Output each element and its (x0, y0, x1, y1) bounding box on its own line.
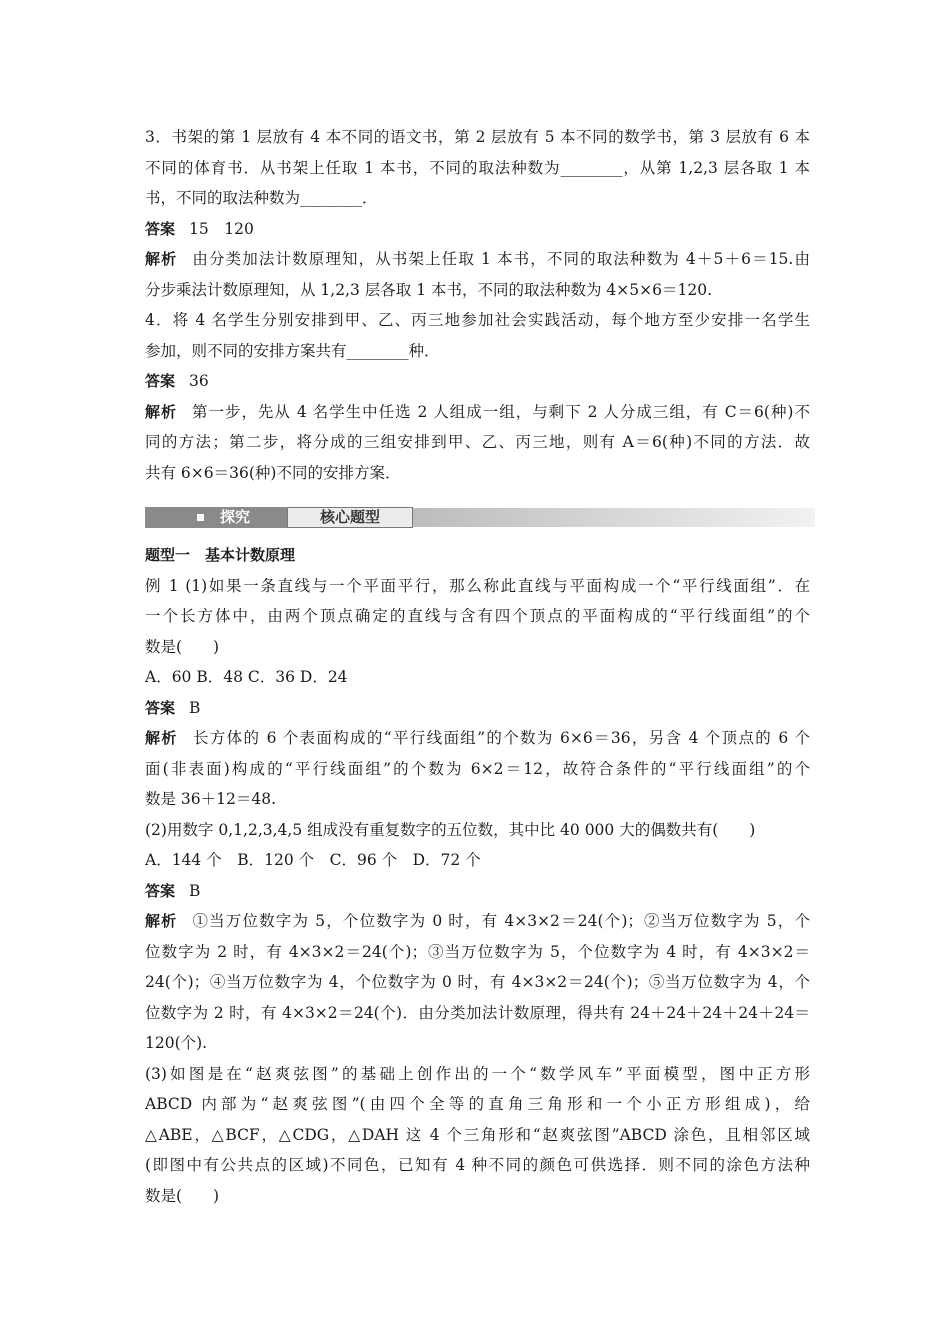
section-banner (145, 492, 810, 528)
question-line: 3．书架的第 1 层放有 4 本不同的语文书，第 2 层放有 5 本不同的数学书，第 3 层放有 6 本 (145, 128, 810, 146)
square-bullet-icon (197, 514, 204, 521)
analysis-label: 解析 (145, 402, 177, 421)
content-column (145, 122, 810, 1211)
question-line: 一个长方体中，由两个顶点确定的直线与含有四个顶点的平面构成的“平行线面组”的个 (145, 607, 810, 625)
question-line: (3)如图是在“赵爽弦图”的基础上创作出的一个“数学风车”平面模型，图中正方形 (145, 1064, 810, 1083)
analysis-line: 位数字为 2 时，有 4×3×2＝24(个)；③当万位数字为 5，个位数字为 4 时，有 4×3×2＝ (145, 942, 810, 961)
example-1-part-2 (145, 815, 810, 1059)
question-line: 数是( ) (145, 1186, 220, 1205)
answer-value: B (189, 698, 201, 717)
analysis-label: 解析 (145, 729, 178, 747)
question-line: 数是( ) (145, 637, 220, 656)
question-line: 书，不同的取法种数为________． (145, 189, 378, 207)
answer-label: 答案 (145, 372, 176, 390)
analysis-line: 共有 6×6＝36(种)不同的安排方案． (145, 463, 401, 482)
analysis-line: 24(个)；④当万位数字为 4，个位数字为 0 时，有 4×3×2＝24(个)；⑤当万位数字为 4，个 (145, 973, 810, 991)
type-title: 题型一 基本计数原理 (145, 546, 296, 564)
answer-label: 答案 (145, 881, 176, 900)
question-4 (145, 305, 810, 488)
question-line: ABCD 内部为“赵爽弦图”(由四个全等的直角三角形和一个小正方形组成)，给 (145, 1095, 810, 1113)
question-line: 参加，则不同的安排方案共有________种． (145, 341, 440, 360)
answer-row (145, 214, 810, 245)
analysis-text: ①当万位数字为 5，个位数字为 0 时，有 4×3×2＝24(个)；②当万位数字为 5，个 (191, 912, 810, 930)
banner-label: 探究 (220, 508, 251, 526)
answer-value: 36 (189, 372, 209, 390)
answer-value: 15 120 (189, 219, 254, 238)
answer-row (145, 366, 810, 397)
analysis-text: 长方体的 6 个表面构成的“平行线面组”的个数为 6×6＝36，另含 4 个顶点的 6 个 (191, 729, 810, 747)
analysis-line: 120(个). (145, 1034, 208, 1052)
answer-row (145, 876, 810, 907)
analysis-row (145, 244, 810, 275)
analysis-text: 由分类加法计数原理知，从书架上任取 1 本书，不同的取法种数为 4＋5＋6＝15.由 (191, 250, 810, 268)
options-line: A．60 B．48 C．36 D．24 (145, 668, 348, 686)
answer-row (145, 693, 810, 724)
analysis-line: 数是 36＋12＝48. (145, 790, 277, 808)
answer-label: 答案 (145, 698, 176, 717)
analysis-line: 面(非表面)构成的“平行线面组”的个数为 6×2＝12，故符合条件的“平行线面组”的个 (145, 759, 810, 778)
analysis-label: 解析 (145, 912, 178, 930)
answer-label: 答案 (145, 219, 176, 238)
question-line: △ABE，△BCF，△CDG，△DAH 这 4 个三角形和“赵爽弦图”ABCD 涂色，且相邻区域 (145, 1125, 810, 1144)
analysis-text: 第一步，先从 4 名学生中任选 2 人组成一组，与剩下 2 人分成三组，有 C＝6(种)不 (190, 402, 810, 421)
analysis-row (145, 397, 810, 428)
example-1-part-3 (145, 1059, 810, 1212)
question-3 (145, 122, 810, 305)
question-line: 4．将 4 名学生分别安排到甲、乙、丙三地参加社会实践活动，每个地方至少安排一名学生 (145, 311, 810, 329)
question-line: (2)用数字 0,1,2,3,4,5 组成没有重复数字的五位数，其中比 40 000 大的偶数共有( ) (145, 820, 756, 839)
options-line: A．144 个 B．120 个 C．96 个 D．72 个 (145, 851, 481, 869)
banner-dark-block (145, 507, 287, 528)
question-line: 例 1 (1)如果一条直线与一个平面平行，那么称此直线与平面构成一个“平行线面组”．在 (145, 576, 810, 595)
question-line: 不同的体育书．从书架上任取 1 本书，不同的取法种数为________，从第 1,2,3 层各取 1 本 (145, 158, 810, 177)
answer-value: B (189, 881, 201, 900)
analysis-label: 解析 (145, 250, 178, 268)
analysis-line: 同的方法；第二步，将分成的三组安排到甲、乙、丙三地，则有 A＝6(种)不同的方法．故 (145, 433, 810, 451)
banner-box-label: 核心题型 (287, 507, 413, 528)
analysis-line: 分步乘法计数原理知，从 1,2,3 层各取 1 本书，不同的取法种数为 4×5×6＝120. (145, 280, 713, 299)
example-1-part-1 (145, 571, 810, 815)
analysis-row (145, 723, 810, 754)
analysis-line: 位数字为 2 时，有 4×3×2＝24(个)．由分类加法计数原理，得共有 24＋24＋24＋24＋24＝ (145, 1003, 810, 1022)
analysis-row (145, 906, 810, 937)
question-line: (即图中有公共点的区域)不同色，已知有 4 种不同的颜色可供选择．则不同的涂色方法种 (145, 1156, 810, 1174)
